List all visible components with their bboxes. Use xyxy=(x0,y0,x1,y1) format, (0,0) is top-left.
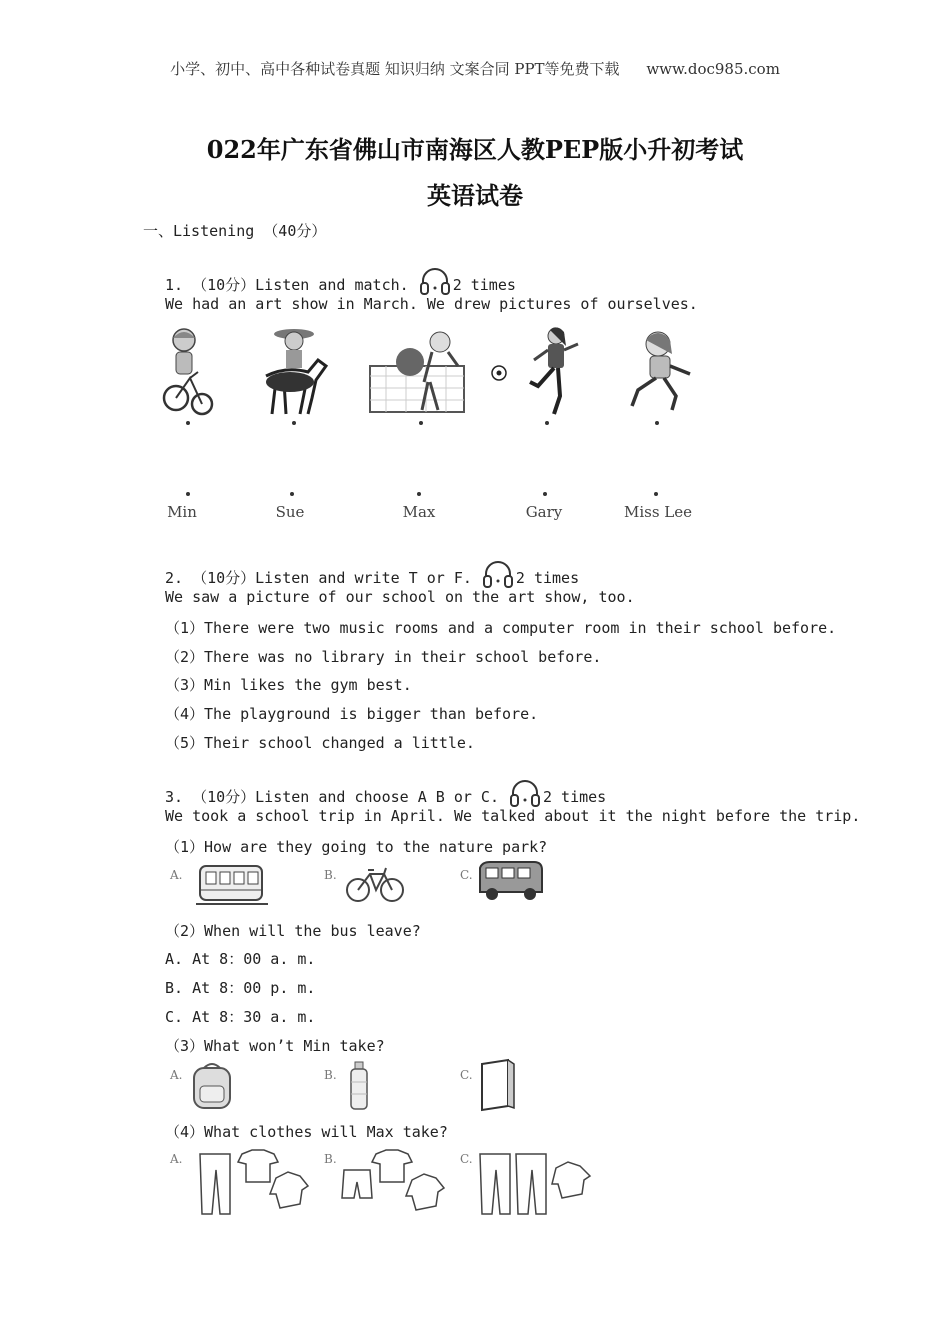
name-label: Max xyxy=(402,503,436,521)
q3-sub2: （2）When will the bus leave? xyxy=(165,922,421,940)
q2-item: （4）The playground is bigger than before. xyxy=(165,705,539,723)
option-a-label: A. xyxy=(170,1068,183,1082)
header-site: www.doc985.com xyxy=(646,60,780,78)
running-woman-picture xyxy=(628,326,696,414)
q2-times: 2 times xyxy=(515,569,580,587)
kicking-girl-picture xyxy=(524,326,584,418)
q3-sub3: （3）What won’t Min take? xyxy=(165,1037,385,1055)
name-label: Miss Lee xyxy=(623,503,693,521)
option-c-label: C. xyxy=(460,1068,473,1082)
q2-item: （3）Min likes the gym best. xyxy=(165,676,412,694)
boy-on-horse-picture xyxy=(256,326,332,416)
option-c-label: C. xyxy=(460,868,473,882)
trousers-and-tshirts-picture xyxy=(196,1146,312,1218)
option-c-label: C. xyxy=(460,1152,473,1166)
q2-item: （1）There were two music rooms and a computer room in their school before. xyxy=(165,619,837,637)
q3-sub2-option: A. At 8：00 a. m. xyxy=(165,950,316,968)
q3-times: 2 times xyxy=(543,788,607,806)
exam-title: 022年广东省佛山市南海区人教PEP版小升初考试 xyxy=(206,135,744,164)
book-picture xyxy=(478,1058,518,1112)
match-dot-bottom-3[interactable] xyxy=(417,492,421,496)
q3-intro: We took a school trip in April. We talked about it the night before the trip. xyxy=(165,807,861,825)
goalkeeper-picture xyxy=(366,326,468,414)
q2-intro: We saw a picture of our school on the art show, too. xyxy=(165,588,635,606)
option-b-label: B. xyxy=(324,868,337,882)
q3-sub2-option: B. At 8：00 p. m. xyxy=(165,979,316,997)
header-text: 小学、初中、高中各种试卷真题 知识归纳 文案合同 PPT等免费下载 xyxy=(170,60,620,78)
shorts-and-tshirts-picture xyxy=(340,1146,448,1212)
boy-on-bike-picture xyxy=(162,326,218,418)
match-dot-top-5[interactable] xyxy=(655,421,659,425)
q2-item: （2）There was no library in their school before. xyxy=(165,648,602,666)
football-picture xyxy=(490,364,508,382)
two-trousers-and-tshirt-picture xyxy=(476,1146,596,1218)
match-dot-top-3[interactable] xyxy=(419,421,423,425)
option-a-label: A. xyxy=(170,868,183,882)
q3-sub1: （1）How are they going to the nature park? xyxy=(165,838,548,856)
backpack-picture xyxy=(188,1060,236,1112)
match-dot-bottom-4[interactable] xyxy=(543,492,547,496)
page-header xyxy=(0,58,950,79)
match-dot-top-2[interactable] xyxy=(292,421,296,425)
match-dot-bottom-1[interactable] xyxy=(186,492,190,496)
name-label: Sue xyxy=(275,503,305,521)
match-dot-top-4[interactable] xyxy=(545,421,549,425)
match-dot-bottom-5[interactable] xyxy=(654,492,658,496)
q1-intro: We had an art show in March. We drew pictures of ourselves. xyxy=(165,295,698,313)
name-label: Min xyxy=(167,503,197,521)
match-dot-bottom-2[interactable] xyxy=(290,492,294,496)
q2-item: （5）Their school changed a little. xyxy=(165,734,475,752)
q1-prompt: 1. （10分）Listen and match. xyxy=(165,276,409,294)
water-bottle-picture xyxy=(348,1060,370,1112)
bus-picture xyxy=(474,858,546,904)
q2-prompt: 2. （10分）Listen and write T or F. xyxy=(165,569,472,587)
train-picture xyxy=(196,860,268,908)
option-b-label: B. xyxy=(324,1068,337,1082)
q3-prompt: 3. （10分）Listen and choose A B or C. xyxy=(165,788,499,806)
option-b-label: B. xyxy=(324,1152,337,1166)
bicycle-picture xyxy=(344,862,406,904)
section-heading: 一、Listening （40分） xyxy=(143,222,327,240)
option-a-label: A. xyxy=(170,1152,183,1166)
q3-sub2-option: C. At 8：30 a. m. xyxy=(165,1008,316,1026)
q3-sub4: （4）What clothes will Max take? xyxy=(165,1123,448,1141)
exam-subtitle: 英语试卷 xyxy=(427,181,523,210)
name-label: Gary xyxy=(525,503,563,521)
q1-times: 2 times xyxy=(452,276,516,294)
match-dot-top-1[interactable] xyxy=(186,421,190,425)
